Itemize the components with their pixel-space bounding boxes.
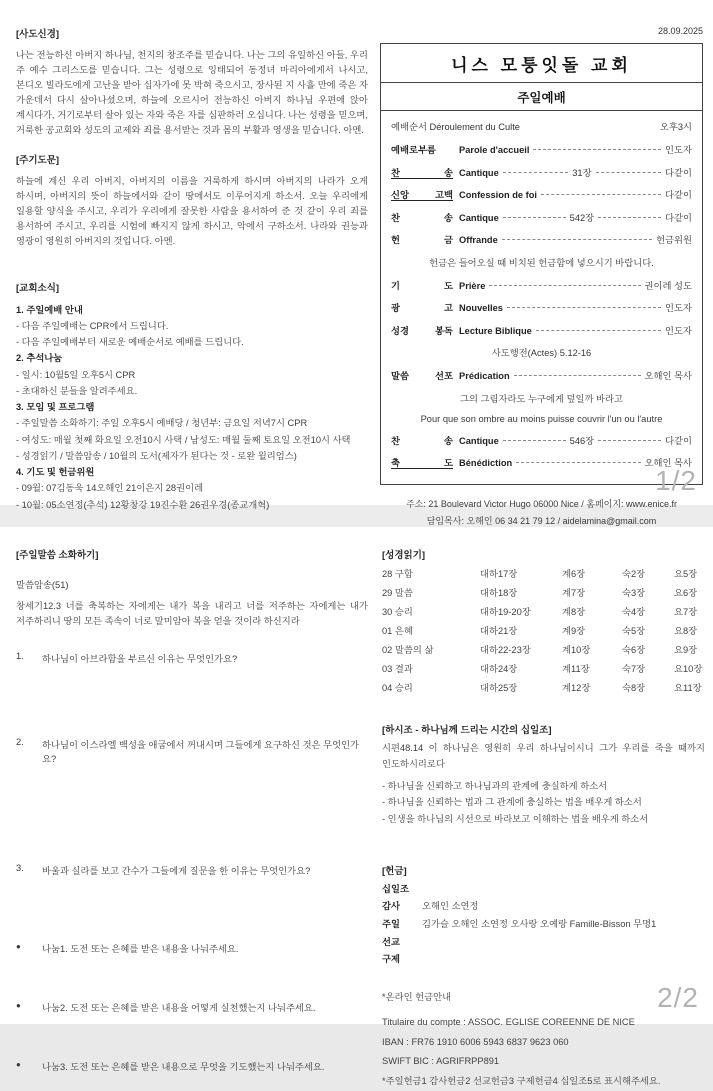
bullet-icon: ●	[16, 1060, 21, 1070]
news-item-line: - 성경읽기 / 말씀암송 / 10월의 도서(제자가 된다는 것 - 로완 윌리엄스)	[16, 450, 297, 461]
bible-reading-cell: 요10장	[674, 664, 703, 675]
page1-left-column	[16, 26, 368, 510]
bible-reading-cell: 03 결과	[382, 664, 413, 675]
news-item-line: - 09월: 07김동욱 14오해인 21이은지 28권이레	[16, 483, 204, 494]
online-offering-lines	[382, 1013, 705, 1091]
creed-title: [사도신경]	[16, 29, 60, 40]
bible-reading-cell: 요8장	[674, 626, 698, 637]
order-leader-name: 권이레 성도	[644, 280, 692, 291]
order-french-label: Parole d'accueil	[459, 145, 530, 155]
online-offering-line: Titulaire du compte : ASSOC. EGLISE COREENNE DE NICE	[382, 1017, 635, 1028]
sharing-text: 나눔3. 도전 또는 은혜를 받은 내용으로 무엇을 기도했는지 나눠주세요.	[42, 1062, 325, 1073]
online-offering-line: *주일헌금1 감사헌금2 선교헌금3 구제헌금4 십일조5로 표시해주세요.	[382, 1075, 661, 1086]
order-korean-label: 기 도	[391, 280, 453, 291]
order-dotted-leader	[541, 194, 661, 195]
order-hymn-number: 542장	[569, 212, 595, 223]
order-french-label: Nouvelles	[459, 303, 503, 313]
footer-line: 주소: 21 Boulevard Victor Hugo 06000 Nice / 홈페이지: www.enice.fr	[405, 498, 678, 509]
order-dotted-leader	[514, 375, 641, 376]
question-text: 하나님이 아브라함을 부르신 이유는 무엇인가요?	[42, 654, 238, 665]
order-hymn-number: 546장	[569, 435, 595, 446]
order-row	[391, 433, 692, 447]
order-french-label: Cantique	[459, 435, 499, 446]
order-korean-label: 헌 금	[391, 235, 453, 245]
bible-reading-cell: 대하17장	[480, 569, 518, 579]
order-row	[391, 278, 692, 292]
bible-reading-cell: 요11장	[674, 683, 702, 694]
church-name: 니스 모퉁잇돌 교회	[381, 44, 702, 83]
order-dotted-leader	[596, 172, 661, 173]
order-dotted-leader	[598, 217, 661, 218]
order-header-left: 예배순서 Déroulement du Culte	[391, 122, 520, 132]
order-leader-name: 다같이	[665, 212, 693, 223]
bible-reading-cell: 계6장	[562, 569, 586, 579]
order-dotted-leader	[598, 440, 661, 441]
order-dotted-leader	[516, 462, 640, 463]
order-dotted-leader	[489, 285, 640, 286]
order-row	[391, 232, 692, 246]
order-french-label: Confession de foi	[459, 190, 537, 200]
order-dotted-leader	[503, 217, 566, 218]
order-korean-label: 광 고	[391, 303, 453, 313]
order-french-label: Offrande	[459, 235, 498, 245]
order-leader-name: 인도자	[665, 303, 692, 313]
hasijo-item: - 하나님을 신뢰하고 하나님과의 관계에 충실하게 하소서	[382, 780, 608, 791]
order-leader-name: 인도자	[665, 145, 692, 155]
offering-row	[382, 934, 705, 952]
section-hasijo	[382, 722, 705, 826]
lords-prayer-body: 하늘에 계신 우리 아버지, 아버지의 이름을 거룩하게 하시며 아버지의 나라가 오게 하시며, 아버지의 뜻이 하늘에서와 같이 땅에서도 이루어지게 하소서. 오늘 우리에게 일용할 양식을 주시고, 우리가 우리에게 잘못한 사람을 용서하여 준 것 같이 우리 죄를 용서하여 주시고, 우리를 시험에 빠지지 않게 하시고, 악에서 구하소서. 나라와 권능과 영광이 영원히 아버지의 것입니다. 아멘.	[16, 176, 368, 247]
order-korean-label: 찬 송	[391, 167, 453, 178]
bible-reading-cell: 04 승리	[382, 683, 413, 694]
creed-body: 나는 전능하신 아버지 하나님, 천지의 창조주를 믿습니다. 나는 그의 유일하신 아들, 우리 주 예수 그리스도를 믿습니다. 그는 성령으로 잉태되어 동정녀 마리아에게서 나시고, 본디오 빌라도에게 고난을 받아 십자가에 못 박혀 죽으시고, 장사된 지 사흘 만에 죽은 자 가운데서 다시 살아나셨으며, 하늘에 오르시어 전능하신 아버지 하나님 우편에 앉아 계시다가, 거기로부터 살아 있는 자와 죽은 자를 심판하러 오십니다. 나는 성령을 믿으며, 거룩한 공교회와 성도의 교제와 죄를 용서받는 것과 몸의 부활과 영생을 믿습니다. 아멘.	[16, 50, 368, 136]
order-dotted-leader	[503, 440, 566, 441]
order-dotted-leader	[533, 149, 661, 150]
offering-label: 감사	[382, 901, 400, 912]
bible-reading-cell: 대하18장	[480, 588, 518, 599]
bible-reading-cell: 02 말씀의 삶	[382, 645, 434, 656]
order-french-label: Lecture Biblique	[459, 325, 532, 336]
question-number: 1.	[16, 651, 24, 662]
order-note: Pour que son ombre au moins puisse couvrir l'un ou l'autre	[420, 413, 663, 424]
order-leader-name: 인도자	[665, 325, 692, 336]
order-dotted-leader	[502, 239, 652, 240]
online-offering-title: *온라인 헌금안내	[382, 992, 452, 1003]
order-korean-label: 신앙 고백	[391, 190, 453, 200]
bible-reading-cell: 숙3장	[622, 588, 646, 599]
order-row	[391, 210, 692, 224]
page2-right-column	[382, 547, 705, 1086]
bible-reading-cell: 요6장	[674, 588, 698, 599]
order-french-label: Prière	[459, 280, 486, 291]
bible-reading-cell: 계10장	[562, 645, 591, 656]
bible-reading-cell: 대하21장	[480, 626, 518, 637]
memory-verse: 창세기12.3 너를 축복하는 자에게는 내가 복을 내리고 너를 저주하는 자에게는 내가 저주하리니 땅의 모든 족속이 너로 말미암아 복을 얻을 것이라 하신지라	[16, 601, 368, 627]
page-2	[0, 527, 713, 1086]
bullet-icon: ●	[16, 942, 21, 952]
order-dotted-leader	[536, 330, 661, 331]
order-row	[391, 300, 692, 314]
news-item-line: - 초대하신 분들을 알려주세요.	[16, 385, 138, 396]
bullet-icon: ●	[16, 1001, 21, 1011]
order-korean-label: 성경 봉독	[391, 325, 453, 336]
news-item-heading: 3. 모임 및 프로그램	[16, 402, 95, 413]
offering-label: 주일	[382, 919, 400, 930]
order-korean-label: 찬 송	[391, 212, 453, 223]
offering-rows	[382, 881, 705, 969]
bible-reading-cell: 29 말씀	[382, 588, 413, 599]
order-row	[391, 323, 692, 337]
order-row	[391, 165, 692, 179]
question-number: 2.	[16, 737, 24, 748]
question-row	[16, 651, 368, 665]
bible-reading-cell: 30 승리	[382, 607, 413, 618]
order-row	[391, 455, 692, 469]
bible-reading-cell: 요9장	[674, 645, 698, 656]
question-list	[16, 651, 368, 877]
order-of-worship	[381, 111, 702, 484]
bulletin-date: 28.09.2025	[657, 26, 703, 36]
bible-reading-cell: 숙4장	[622, 607, 646, 618]
order-note: 사도행전(Actes) 5.12-16	[491, 348, 592, 358]
memory-verse-label: 말씀암송(51)	[16, 580, 69, 590]
bible-reading-cell: 대하22-23장	[480, 645, 531, 656]
section-lords-prayer	[16, 152, 368, 249]
sharing-list	[16, 941, 368, 1073]
order-leader-name: 다같이	[665, 167, 692, 178]
bible-reading-cell: 계9장	[562, 626, 586, 637]
bulletin-box	[380, 43, 703, 485]
news-item-line: - 여성도: 매월 첫째 화요일 오전10시 사택 / 남성도: 매월 둘째 토요일 오전10시 사택	[16, 434, 351, 445]
order-row	[391, 368, 692, 382]
bible-reading-cell: 01 은혜	[382, 626, 413, 637]
sharing-row	[16, 941, 368, 955]
bible-reading-cell: 숙8장	[622, 683, 646, 694]
church-news-list	[16, 302, 368, 513]
order-korean-label: 축 도	[391, 458, 453, 468]
sharing-text: 나눔1. 도전 또는 은혜를 받은 내용을 나눠주세요.	[42, 944, 239, 955]
news-item-line: - 주일말씀 소화하기: 주일 오후5시 예배당 / 청년부: 금요일 저녁7시 CPR	[16, 418, 308, 429]
bible-reading-cell: 숙6장	[622, 645, 646, 656]
news-item-line: - 다음 주일예배부터 새로운 예배순서로 예배를 드립니다.	[16, 337, 244, 348]
bible-reading-cell: 요7장	[674, 607, 698, 618]
bible-reading-cell: 계8장	[562, 607, 586, 618]
hasijo-item: - 인생을 하나님의 시선으로 바라보고 이해하는 법을 배우게 하소서	[382, 813, 649, 824]
question-row	[16, 863, 368, 877]
church-news-title: [교회소식]	[16, 282, 60, 294]
order-korean-label: 예배로부름	[391, 145, 436, 155]
question-number: 3.	[16, 863, 24, 874]
order-header-right: 오후3시	[659, 122, 692, 132]
bible-reading-cell: 대하24장	[480, 664, 518, 675]
bible-reading-cell: 대하19-20장	[480, 607, 531, 618]
order-dotted-leader	[503, 172, 568, 173]
news-item-line: - 다음 주일예배는 CPR에서 드립니다.	[16, 320, 169, 331]
order-rows	[391, 142, 692, 469]
offering-label: 선교	[382, 936, 400, 947]
hasijo-item: - 하나님을 신뢰하는 법과 그 관계에 충실하는 법을 배우게 하소서	[382, 797, 642, 808]
hasijo-list	[382, 778, 705, 827]
section-apostles-creed	[16, 26, 368, 138]
online-offering-line: IBAN : FR76 1910 6006 5943 6837 9623 060	[382, 1036, 569, 1047]
order-french-label: Cantique	[459, 167, 499, 178]
news-item-heading: 1. 주일예배 안내	[16, 304, 83, 315]
section-offering	[382, 863, 705, 1091]
question-row	[16, 737, 368, 765]
order-french-label: Bénédiction	[459, 458, 513, 468]
bible-reading-cell: 계11장	[562, 664, 590, 675]
offering-label: 구제	[382, 954, 400, 965]
offering-row	[382, 916, 705, 934]
order-note: 헌금은 들어오실 때 비치된 헌금함에 넣으시기 바랍니다.	[429, 257, 654, 268]
bible-reading-title: [성경읽기]	[382, 550, 426, 561]
order-leader-name: 다같이	[665, 435, 693, 446]
sharing-text: 나눔2. 도전 또는 은혜를 받은 내용을 어떻게 실천했는지 나눠주세요.	[42, 1003, 316, 1014]
page-1	[0, 0, 713, 526]
order-row	[391, 142, 692, 156]
order-leader-name: 오해인 목사	[644, 371, 692, 381]
sharing-row	[16, 1000, 368, 1014]
page2-number: 2/2	[657, 982, 699, 1013]
order-note: 그의 그림자라도 누구에게 덮일까 바라고	[459, 393, 623, 404]
offering-title: [헌금]	[382, 865, 407, 877]
service-title: 주일예배	[381, 83, 702, 111]
offering-row	[382, 951, 705, 969]
offering-label: 십일조	[382, 883, 409, 894]
order-row	[391, 187, 692, 201]
bible-reading-cell: 숙5장	[622, 626, 646, 637]
offering-row	[382, 881, 705, 899]
order-korean-label: 찬 송	[391, 435, 453, 446]
online-offering-line: SWIFT BIC : AGRIFRPP891	[382, 1056, 500, 1067]
question-text: 바울과 실라를 보고 간수가 그들에게 질문을 한 이유는 무엇인가요?	[42, 866, 311, 877]
sharing-row	[16, 1059, 368, 1073]
bible-reading-cell: 대하25장	[480, 683, 518, 694]
footer-line: 담임목사: 오해인 06 34 21 79 12 / aidelamina@gmail.com	[426, 515, 657, 526]
digest-title: [주일말씀 소화하기]	[16, 550, 99, 561]
bible-reading-cell: 28 구함	[382, 569, 413, 579]
order-french-label: Prédication	[459, 371, 510, 381]
bible-reading-cell: 요5장	[674, 569, 698, 579]
section-church-news	[16, 280, 368, 513]
order-header	[391, 119, 692, 133]
news-item-heading: 4. 기도 및 헌금위원	[16, 467, 95, 478]
bible-reading-cell: 숙7장	[622, 664, 646, 675]
order-leader-name: 오해인 목사	[644, 458, 692, 468]
order-dotted-leader	[507, 307, 661, 308]
offering-row	[382, 898, 705, 916]
order-leader-name: 다같이	[665, 190, 692, 200]
hasijo-verse: 시편48.14 이 하나님은 영원히 우리 하나님이시니 그가 우리를 죽을 때까지 인도하시리로다	[382, 743, 705, 769]
page1-number: 1/2	[655, 465, 697, 496]
bible-reading-cell: 계12장	[562, 683, 591, 694]
bible-reading-cell: 숙2장	[622, 569, 646, 579]
news-item-line: - 일시: 10월5일 오후5시 CPR	[16, 369, 136, 380]
order-korean-label: 말씀 선포	[391, 371, 453, 381]
news-item-heading: 2. 추석나눔	[16, 353, 63, 364]
order-french-label: Cantique	[459, 212, 499, 223]
offering-value: 오해인 소연정	[422, 901, 479, 912]
news-item-line: - 10월: 05소연정(추석) 12황창강 19진수환 26권우경(종교개혁)	[16, 499, 270, 510]
bible-reading-cell: 계7장	[562, 588, 586, 599]
lords-prayer-title: [주기도문]	[16, 155, 60, 167]
order-hymn-number: 31장	[572, 167, 592, 178]
offering-value: 김가슬 오해인 소연정 오사랑 오예랑 Famille-Bisson 무명1	[422, 919, 657, 930]
hasijo-title: [하시조 - 하나님께 드리는 시간의 십일조]	[382, 725, 552, 737]
question-text: 하나님이 이스라엘 백성을 애굽에서 꺼내시며 그들에게 요구하신 것은 무엇인가요?	[42, 740, 360, 765]
page1-right-column	[380, 26, 703, 526]
bulletin-footer	[380, 496, 703, 530]
bible-reading-table	[382, 565, 705, 698]
order-leader-name: 헌금위원	[656, 235, 692, 245]
page2-left-column	[16, 547, 368, 1073]
